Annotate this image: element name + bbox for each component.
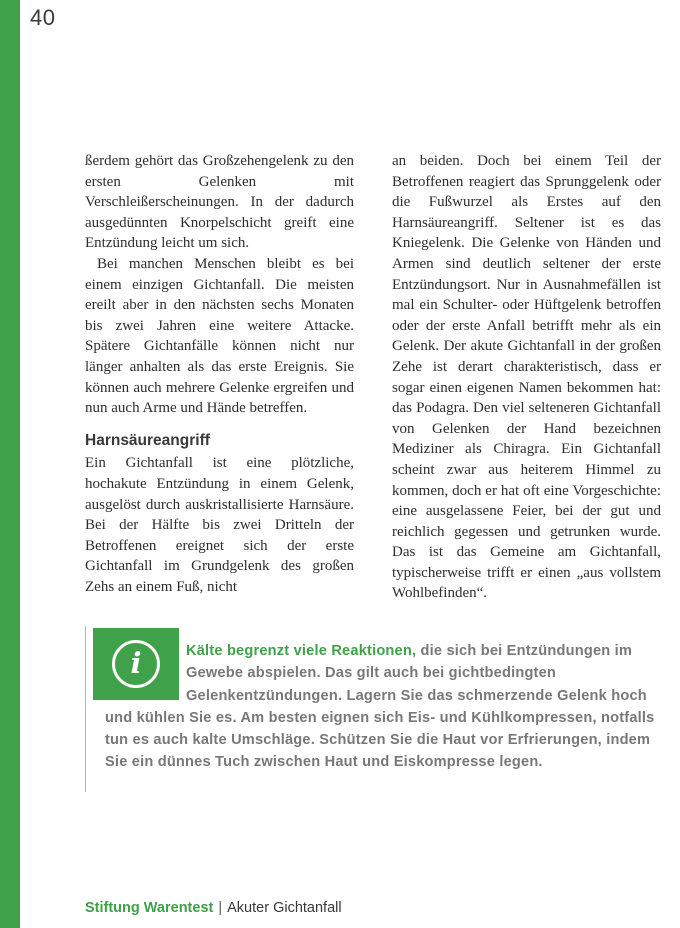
info-icon-circle bbox=[112, 640, 160, 688]
page-number: 40 bbox=[30, 5, 56, 30]
text-column-left bbox=[85, 151, 354, 604]
info-icon bbox=[93, 628, 179, 700]
paragraph-continuation: ßerdem gehört das Großzehengelenk zu den ersten Gelenken mit Verschleißerscheinungen. In der dadurch ausgedünnten Knorpelschicht greift eine Entzündung leicht um sich. bbox=[85, 153, 354, 252]
text-column-right bbox=[392, 151, 661, 604]
info-icon-glyph: i bbox=[130, 645, 142, 680]
footer-separator: | bbox=[218, 900, 223, 916]
page-footer bbox=[85, 899, 342, 917]
page-edge-bar bbox=[0, 0, 20, 928]
paragraph: Bei manchen Menschen bleibt es bei einem einzigen Gichtanfall. Die meisten ereilt aber in den nächsten sechs Monaten bis zwei Jahren eine weitere Attacke. Spätere Gichtanfälle können nicht nur länger anhalten als das erste Ereignis. Sie können auch mehrere Gelenke ergreifen und nun auch Arme und Hände betreffen. bbox=[85, 255, 354, 417]
info-box-body: die sich bei Entzündungen im Gewebe abspielen. Das gilt auch bei gichtbedingten Gelenkentzündungen. Lagern Sie das schmerzende Gelenk hoch und kühlen Sie es. Am besten eignen sich Eis- und Kühlkompressen, notfalls tun es auch kalte Umschläge. Schützen Sie die Haut vor Erfrierungen, indem Sie ein dünnes Tuch zwischen Haut und Eiskompresse legen. bbox=[105, 643, 655, 771]
info-box-lead: Kälte begrenzt viele Reaktionen, bbox=[186, 643, 417, 659]
paragraph: Ein Gichtanfall ist eine plötzliche, hochakute Entzündung in einem Gelenk, ausgelöst durch auskristallisierte Harnsäure. Bei der Hälfte bis zwei Dritteln der Betroffenen ereignet sich der erste Gichtanfall im Grundgelenk des großen Zehs an einem Fuß, nicht bbox=[85, 455, 354, 595]
article-body bbox=[85, 151, 662, 604]
info-box-text bbox=[105, 626, 663, 774]
footer-brand: Stiftung Warentest bbox=[85, 900, 214, 916]
footer-chapter: Akuter Gichtanfall bbox=[227, 900, 342, 916]
section-heading: Harnsäureangriff bbox=[85, 431, 210, 449]
info-box bbox=[85, 626, 663, 792]
paragraph: an beiden. Doch bei einem Teil der Betroffenen reagiert das Sprunggelenk oder die Fußwurzel als Erstes auf den Harnsäureangriff. Seltener ist es das Kniegelenk. Die Gelenke von Händen und Armen sind deutlich seltener der erste Entzündungsort. Nur in Ausnahmefällen ist mal ein Schulter- oder Hüftgelenk betroffen oder der erste Anfall betrifft mehr als ein Gelenk. Der akute Gichtanfall in der großen Zehe ist derart charakteristisch, dass er sogar einen eigenen Namen bekommen hat: das Podagra. Den viel selteneren Gichtanfall von Gelenken der Hand bezeichnen Mediziner als Chiragra. Ein Gichtanfall scheint zwar aus heiterem Himmel zu kommen, doch er hat oft eine Vorgeschichte: eine ausgelassene Feier, bei der gut und reichlich gegessen und getrunken wurde. Das ist das Gemeine am Gichtanfall, typischerweise trifft er einen „aus vollstem Wohlbefinden“. bbox=[392, 153, 661, 602]
